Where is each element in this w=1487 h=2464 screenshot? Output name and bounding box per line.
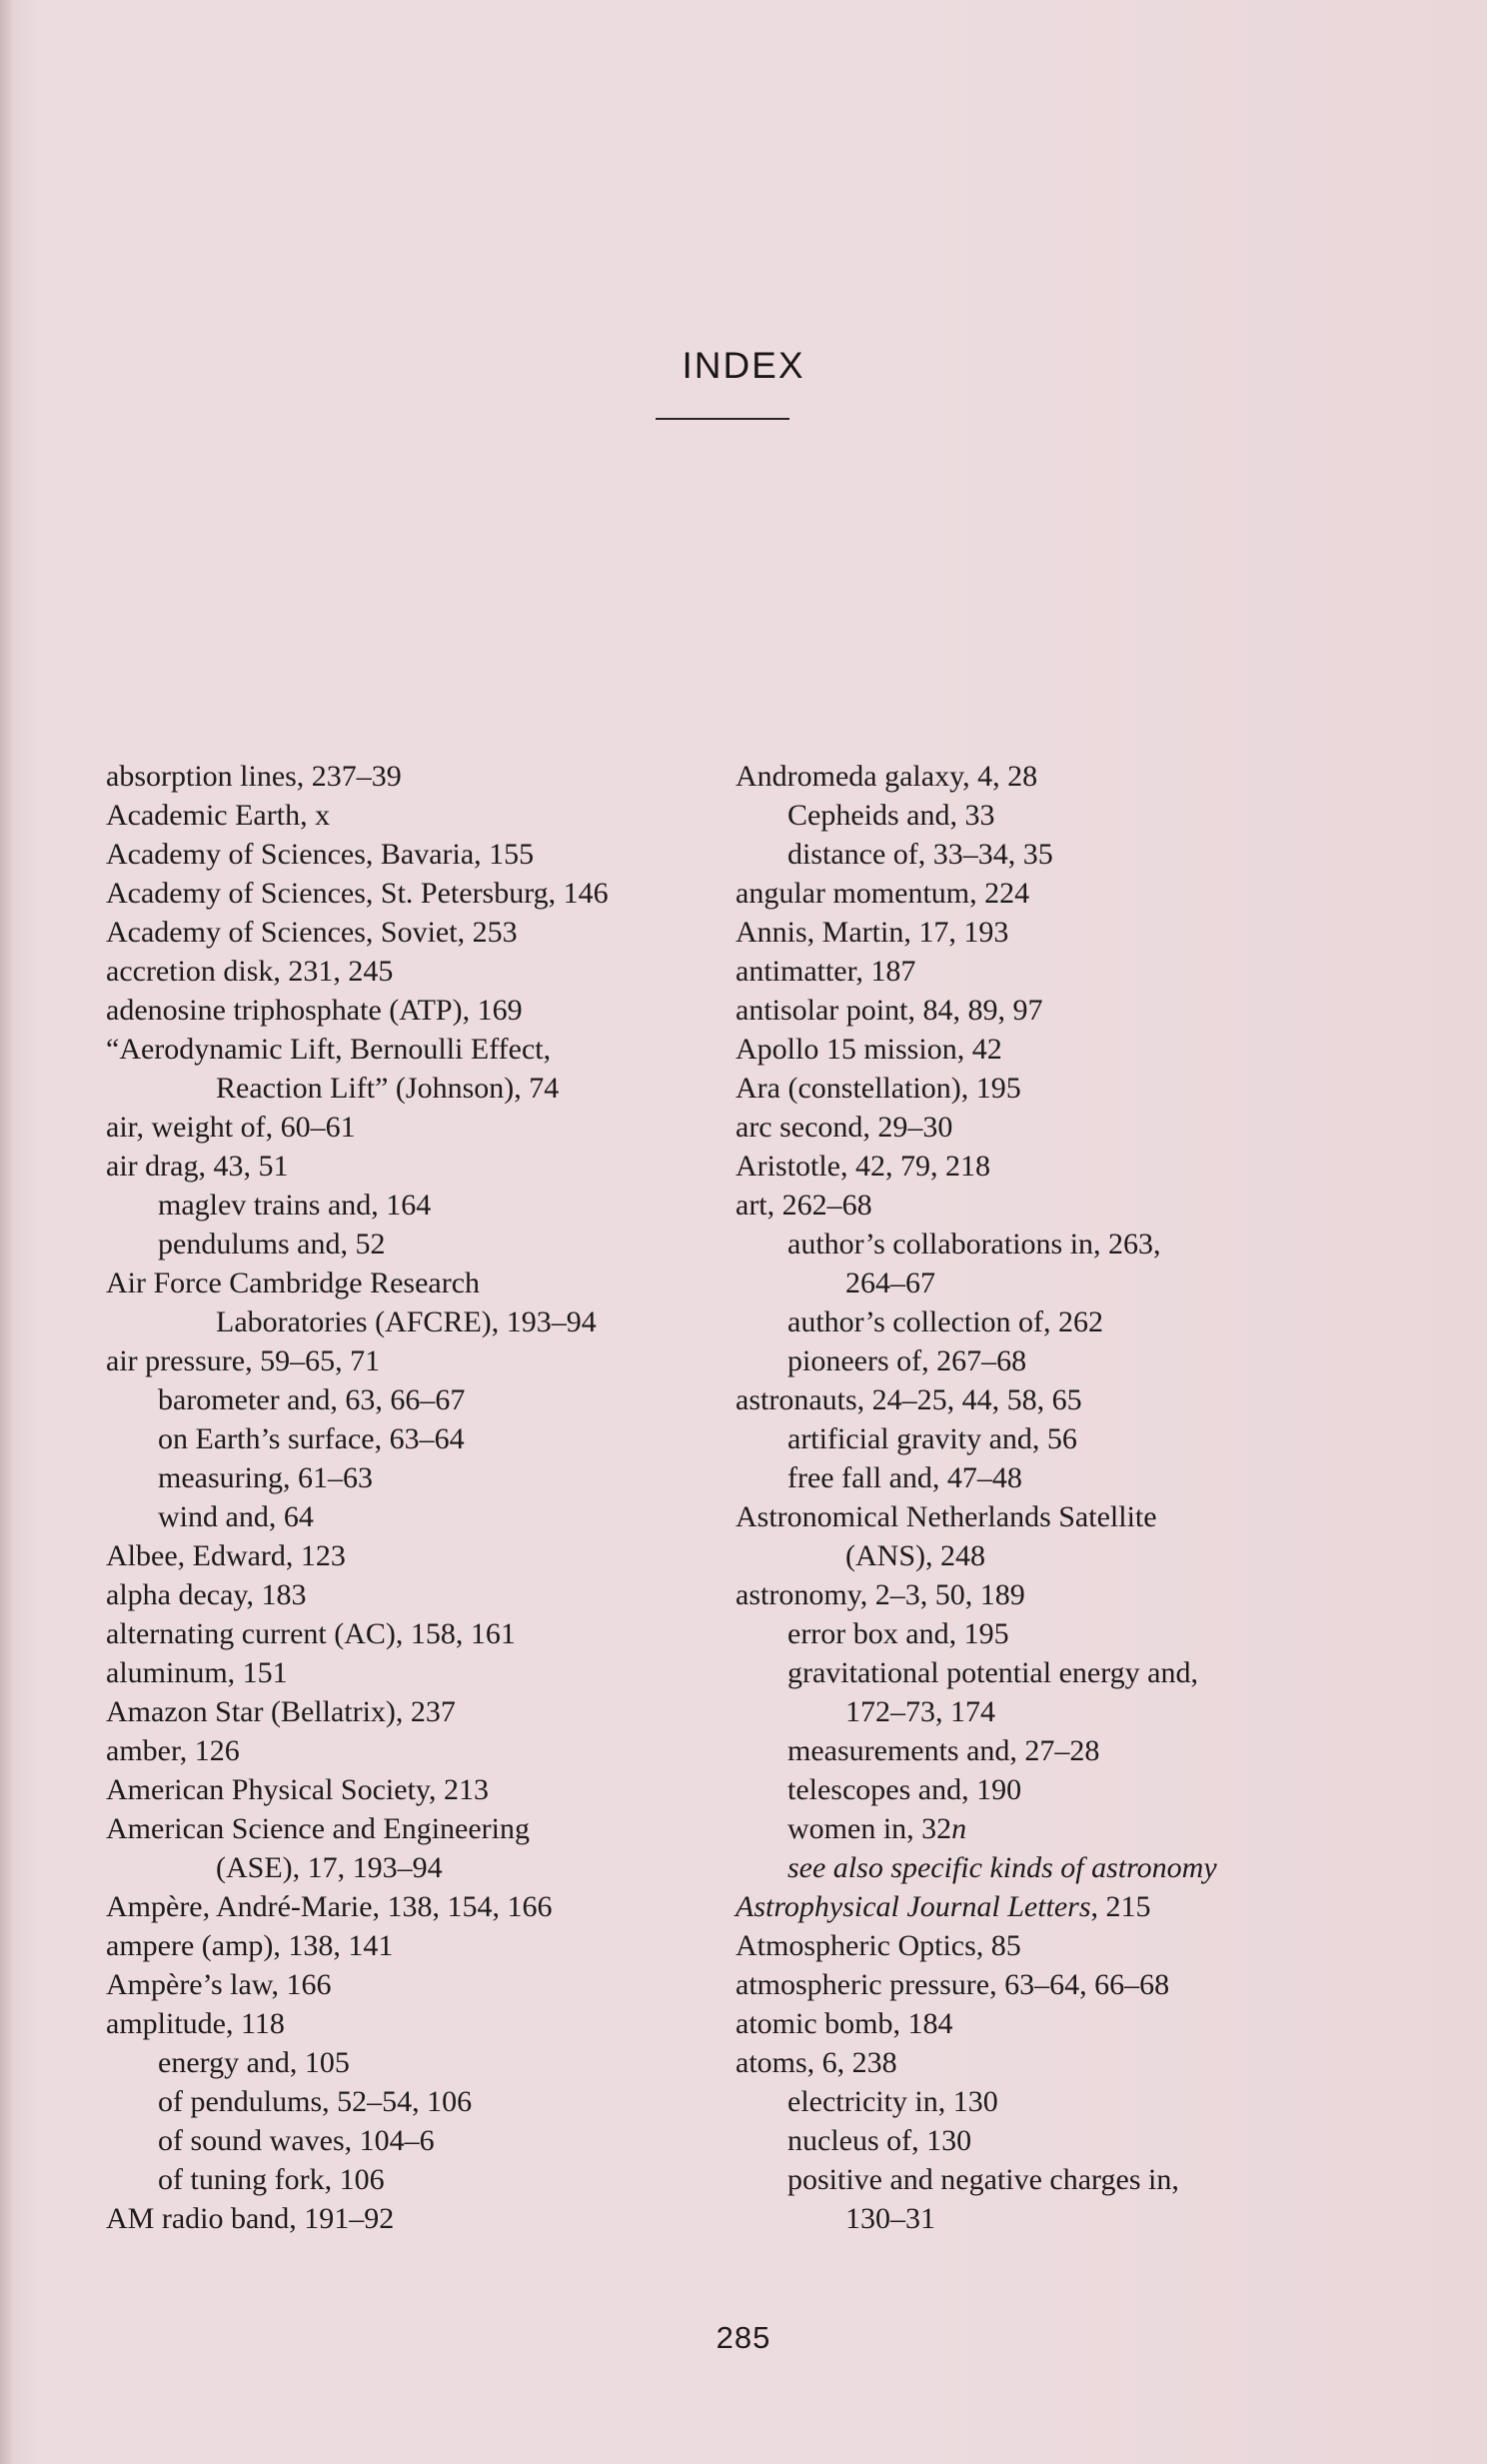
page-number: 285 [716,2320,771,2355]
index-entry-continuation: 130–31 [845,2202,935,2235]
index-entry: angular momentum, 224 [736,877,1030,910]
index-entry: Ara (constellation), 195 [736,1072,1021,1105]
index-entry: Astrophysical Journal Letters, 215 [736,1890,1151,1923]
index-entry-continuation: 172–73, 174 [845,1695,995,1728]
index-entry: amplitude, 118 [106,2007,285,2040]
index-entry: accretion disk, 231, 245 [106,955,394,988]
index-subentry: wind and, 64 [158,1500,314,1533]
index-entry: atomic bomb, 184 [736,2007,953,2040]
index-entry: Academy of Sciences, Bavaria, 155 [106,838,535,871]
index-entry: air drag, 43, 51 [106,1150,289,1183]
index-entry: American Physical Society, 213 [106,1773,489,1806]
index-entry-continuation: Reaction Lift” (Johnson), 74 [216,1072,560,1105]
index-column-right [736,757,1375,2238]
index-entry: astronauts, 24–25, 44, 58, 65 [736,1383,1082,1416]
index-subentry: Cepheids and, 33 [787,799,995,832]
index-entry: art, 262–68 [736,1189,872,1222]
index-subentry: free fall and, 47–48 [787,1461,1022,1494]
index-entry: AM radio band, 191–92 [106,2202,395,2235]
index-entry-continuation: 264–67 [845,1266,935,1299]
index-entry: American Science and Engineering [106,1812,530,1845]
index-entry: astronomy, 2–3, 50, 189 [736,1578,1025,1611]
index-subentry: see also specific kinds of astronomy [787,1851,1217,1884]
index-subentry: measuring, 61–63 [158,1461,373,1494]
index-entry: adenosine triphosphate (ATP), 169 [106,994,523,1027]
index-entry: Academic Earth, x [106,799,331,832]
index-entry-continuation: (ASE), 17, 193–94 [216,1851,443,1884]
index-subentry: telescopes and, 190 [787,1773,1022,1806]
index-entry: antimatter, 187 [736,955,916,988]
index-subentry: electricity in, 130 [787,2085,998,2118]
index-entry: Atmospheric Optics, 85 [736,1929,1021,1962]
index-entry: atoms, 6, 238 [736,2046,897,2079]
index-entry: Air Force Cambridge Research [106,1266,481,1299]
index-subentry: barometer and, 63, 66–67 [158,1383,466,1416]
index-entry: Apollo 15 mission, 42 [736,1033,1002,1066]
index-entry: antisolar point, 84, 89, 97 [736,994,1043,1027]
index-subentry: women in, 32n [787,1812,967,1845]
index-entry: Aristotle, 42, 79, 218 [736,1150,990,1183]
index-entry: Ampère, André-Marie, 138, 154, 166 [106,1890,553,1923]
index-subentry: distance of, 33–34, 35 [787,838,1053,871]
index-entry: “Aerodynamic Lift, Bernoulli Effect, [106,1033,552,1066]
index-heading: INDEX [682,345,805,386]
index-entry: amber, 126 [106,1734,240,1767]
index-entry-continuation: (ANS), 248 [845,1539,985,1572]
index-entry: aluminum, 151 [106,1656,288,1689]
index-subentry: artificial gravity and, 56 [787,1422,1077,1455]
index-subentry: author’s collaborations in, 263, [787,1228,1161,1260]
index-entry-continuation: Laboratories (AFCRE), 193–94 [216,1305,597,1338]
index-subentry: error box and, 195 [787,1617,1009,1650]
index-subentry: gravitational potential energy and, [787,1656,1198,1689]
index-entry: Annis, Martin, 17, 193 [736,916,1009,949]
index-subentry: nucleus of, 130 [787,2124,972,2157]
index-entry: Academy of Sciences, Soviet, 253 [106,916,518,949]
index-entry: ampere (amp), 138, 141 [106,1929,394,1962]
index-subentry: of pendulums, 52–54, 106 [158,2085,473,2118]
index-entry: alpha decay, 183 [106,1578,307,1611]
index-entry: atmospheric pressure, 63–64, 66–68 [736,1968,1170,2001]
index-entry: Ampère’s law, 166 [106,1968,332,2001]
index-entry: Amazon Star (Bellatrix), 237 [106,1695,456,1728]
index-subentry: on Earth’s surface, 63–64 [158,1422,465,1455]
index-entry: absorption lines, 237–39 [106,760,402,793]
index-subentry: energy and, 105 [158,2046,350,2079]
index-entry: air pressure, 59–65, 71 [106,1344,381,1377]
index-subentry: of sound waves, 104–6 [158,2124,435,2157]
index-entry: Astronomical Netherlands Satellite [736,1500,1157,1533]
index-entry: Academy of Sciences, St. Petersburg, 146 [106,877,609,910]
index-entry: alternating current (AC), 158, 161 [106,1617,516,1650]
index-subentry: maglev trains and, 164 [158,1189,432,1222]
index-subentry: pioneers of, 267–68 [787,1344,1027,1377]
index-entry: Andromeda galaxy, 4, 28 [736,760,1038,793]
index-subentry: pendulums and, 52 [158,1228,386,1260]
index-subentry: measurements and, 27–28 [787,1734,1100,1767]
heading-rule [656,418,789,420]
index-column-left [106,757,726,2238]
index-subentry: positive and negative charges in, [787,2163,1179,2196]
index-entry: arc second, 29–30 [736,1111,953,1144]
index-subentry: author’s collection of, 262 [787,1305,1104,1338]
index-entry: Albee, Edward, 123 [106,1539,346,1572]
index-entry: air, weight of, 60–61 [106,1111,356,1144]
index-subentry: of tuning fork, 106 [158,2163,385,2196]
